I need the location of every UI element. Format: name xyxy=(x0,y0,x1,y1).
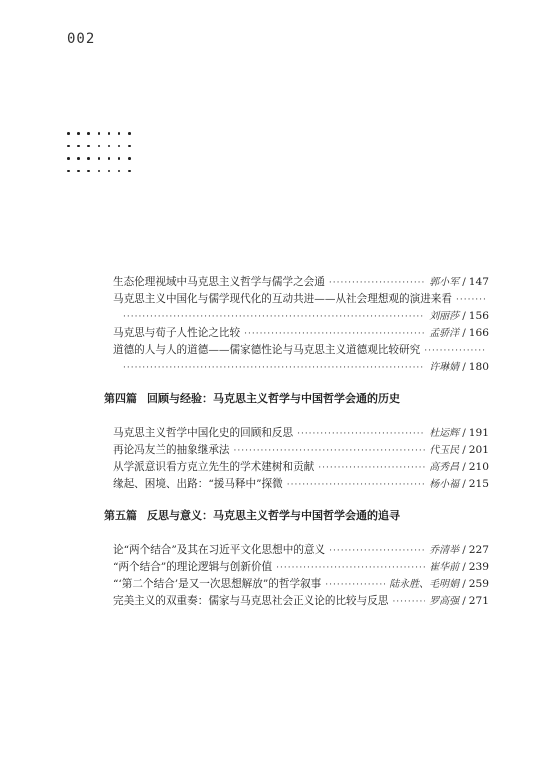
entry-page: 215 xyxy=(468,478,489,490)
entry-author: 杜运辉 xyxy=(429,428,460,439)
decorative-dot xyxy=(98,170,101,173)
entry-title: 生态伦理视域中马克思主义哲学与儒学之会通 xyxy=(113,276,325,288)
decorative-dot xyxy=(128,145,131,148)
separator: / xyxy=(462,310,466,322)
toc-entry xyxy=(113,476,489,493)
decorative-dot xyxy=(118,145,121,148)
dot-leader xyxy=(244,326,425,343)
page-number: 002 xyxy=(67,31,96,47)
decorative-dot xyxy=(108,157,111,160)
dot-leader xyxy=(329,543,425,560)
decorative-dot xyxy=(77,170,80,173)
toc-entry-continuation xyxy=(113,308,489,325)
entry-page: 271 xyxy=(468,595,489,607)
table-of-contents xyxy=(104,274,489,610)
toc-entry xyxy=(113,342,489,359)
separator: / xyxy=(462,461,466,473)
decorative-dot xyxy=(87,145,90,148)
part-5-heading xyxy=(104,507,489,524)
entry-page: 191 xyxy=(468,427,489,439)
decorative-dot xyxy=(128,157,131,160)
decorative-dot xyxy=(67,170,70,173)
toc-entry xyxy=(113,291,489,308)
decorative-dot xyxy=(118,157,121,160)
separator: / xyxy=(462,578,466,590)
toc-group-1 xyxy=(113,274,489,376)
toc-entry xyxy=(113,425,489,442)
entry-title: “‘第二个结合’是又一次思想解放”的哲学叙事 xyxy=(113,578,322,590)
dot-leader xyxy=(123,360,425,377)
entry-author: 代玉民 xyxy=(429,445,460,456)
entry-author: 高秀昌 xyxy=(429,462,460,473)
entry-page: 166 xyxy=(468,327,489,339)
decorative-dot xyxy=(77,145,80,148)
entry-page: 210 xyxy=(468,461,489,473)
separator: / xyxy=(462,276,466,288)
dot-leader xyxy=(392,594,425,611)
entry-title: “两个结合”的理论逻辑与创新价值 xyxy=(113,561,273,573)
entry-author: 崔华前 xyxy=(429,562,460,573)
toc-entry xyxy=(113,442,489,459)
decorative-dot xyxy=(77,132,80,135)
toc-group-2 xyxy=(113,425,489,493)
entry-title: 完美主义的双重奏：儒家与马克思社会正义论的比较与反思 xyxy=(113,595,389,607)
part-4-number: 第四篇 xyxy=(104,392,137,405)
separator: / xyxy=(462,327,466,339)
toc-entry xyxy=(113,325,489,342)
toc-entry xyxy=(113,274,489,291)
decorative-dot-grid xyxy=(67,132,131,172)
part-4-heading xyxy=(104,390,489,407)
decorative-dot xyxy=(98,145,101,148)
dot-leader xyxy=(287,477,425,494)
separator: / xyxy=(462,595,466,607)
entry-title: 马克思与荀子人性论之比较 xyxy=(113,327,241,339)
entry-author: 许琳婧 xyxy=(429,362,460,373)
dot-leader xyxy=(276,560,425,577)
part-5-title: 反思与意义：马克思主义哲学与中国哲学会通的追寻 xyxy=(147,509,400,522)
toc-entry-continuation xyxy=(113,359,489,376)
entry-page: 259 xyxy=(468,578,489,590)
decorative-dot xyxy=(67,132,70,135)
dot-leader xyxy=(318,460,425,477)
decorative-dot xyxy=(67,157,70,160)
decorative-dot xyxy=(87,132,90,135)
entry-title: 马克思主义哲学中国化史的回顾和反思 xyxy=(113,427,294,439)
entry-title: 马克思主义中国化与儒学现代化的互动共进——从社会理想观的演进来看 xyxy=(113,293,452,305)
decorative-dot xyxy=(118,170,121,173)
decorative-dot xyxy=(128,132,131,135)
dot-leader xyxy=(325,577,385,594)
dot-leader xyxy=(123,309,425,326)
entry-author: 孟骄洋 xyxy=(429,328,460,339)
entry-author: 郭小军 xyxy=(429,277,460,288)
decorative-dot xyxy=(87,157,90,160)
part-5-number: 第五篇 xyxy=(104,509,137,522)
dot-leader xyxy=(329,275,425,292)
dot-leader xyxy=(297,426,425,443)
toc-entry xyxy=(113,459,489,476)
dot-leader xyxy=(456,292,485,309)
separator: / xyxy=(462,544,466,556)
part-4-title: 回顾与经验：马克思主义哲学与中国哲学会通的历史 xyxy=(147,392,400,405)
toc-entry xyxy=(113,593,489,610)
entry-title: 缘起、困境、出路：“援马释中”探微 xyxy=(113,478,283,490)
decorative-dot xyxy=(108,170,111,173)
dot-leader xyxy=(234,443,426,460)
toc-entry xyxy=(113,542,489,559)
entry-page: 156 xyxy=(468,310,489,322)
dot-leader xyxy=(424,343,485,360)
entry-page: 239 xyxy=(468,561,489,573)
decorative-dot xyxy=(67,145,70,148)
separator: / xyxy=(462,478,466,490)
entry-title: 道德的人与人的道德——儒家德性论与马克思主义道德观比较研究 xyxy=(113,344,421,356)
separator: / xyxy=(462,444,466,456)
entry-author: 陆永胜、毛明娟 xyxy=(389,579,460,590)
decorative-dot xyxy=(108,145,111,148)
entry-author: 杨小福 xyxy=(429,479,460,490)
separator: / xyxy=(462,427,466,439)
entry-author: 刘丽莎 xyxy=(429,311,460,322)
entry-page: 147 xyxy=(468,276,489,288)
separator: / xyxy=(462,361,466,373)
entry-title: 论“两个结合”及其在习近平文化思想中的意义 xyxy=(113,544,326,556)
entry-title: 再论冯友兰的抽象继承法 xyxy=(113,444,230,456)
entry-page: 180 xyxy=(468,361,489,373)
decorative-dot xyxy=(77,157,80,160)
entry-author: 乔清举 xyxy=(429,545,460,556)
entry-author: 罗高强 xyxy=(429,596,460,607)
toc-group-3 xyxy=(113,542,489,610)
entry-title: 从学派意识看方克立先生的学术建树和贡献 xyxy=(113,461,315,473)
entry-page: 227 xyxy=(468,544,489,556)
decorative-dot xyxy=(108,132,111,135)
toc-entry xyxy=(113,559,489,576)
decorative-dot xyxy=(98,157,101,160)
entry-page: 201 xyxy=(468,444,489,456)
decorative-dot xyxy=(98,132,101,135)
separator: / xyxy=(462,561,466,573)
toc-entry xyxy=(113,576,489,593)
decorative-dot xyxy=(118,132,121,135)
decorative-dot xyxy=(87,170,90,173)
decorative-dot xyxy=(128,170,131,173)
